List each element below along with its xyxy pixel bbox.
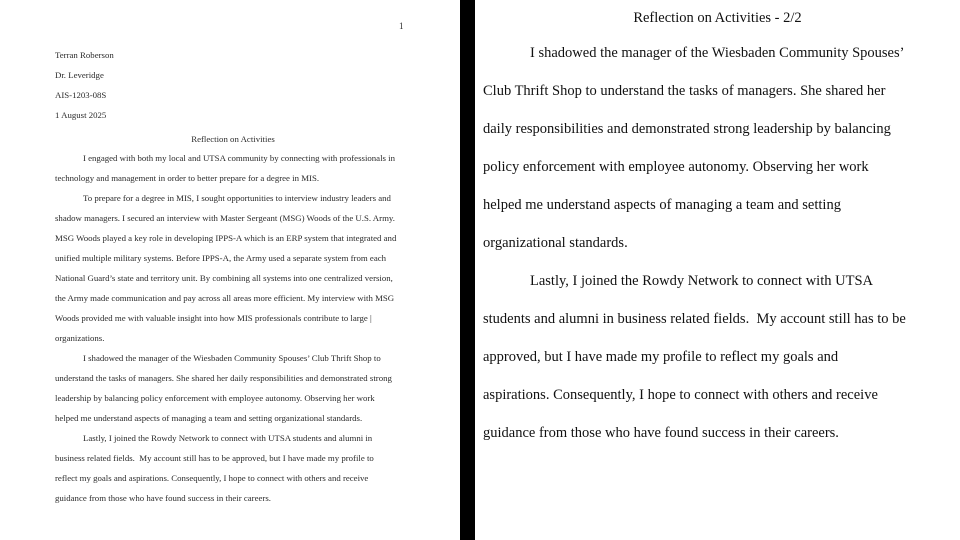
document-line: business related fields. My account still has to be approved, but I have made my profile to	[55, 453, 374, 463]
document-line: I engaged with both my local and UTSA community by connecting with professionals in	[55, 153, 395, 163]
magnified-line: Club Thrift Shop to understand the tasks of managers. She shared her	[483, 83, 886, 99]
heading-line: Terran Roberson	[55, 50, 114, 60]
document-line: the Army made communication and pay across all areas more efficient. My interview with MSG	[55, 293, 395, 303]
magnified-line: approved, but I have made my profile to reflect my goals and	[483, 349, 839, 365]
document-line: reflect my goals and aspirations. Consequently, I hope to connect with others and receive	[55, 473, 369, 483]
magnified-line: I shadowed the manager of the Wiesbaden Community Spouses’	[483, 45, 905, 61]
magnified-pane-title: Reflection on Activities - 2/2	[633, 10, 802, 26]
magnified-line: guidance from those who have found success in their careers.	[483, 425, 839, 441]
document-line: guidance from those who have found success in their careers.	[55, 493, 271, 503]
heading-line: AIS-1203-08S	[55, 90, 107, 100]
document-line: I shadowed the manager of the Wiesbaden Community Spouses’ Club Thrift Shop to	[55, 353, 381, 363]
document-body[interactable]	[55, 148, 411, 508]
heading-line: Dr. Leveridge	[55, 70, 104, 80]
magnified-line: organizational standards.	[483, 235, 628, 251]
magnified-line: policy enforcement with employee autonomy. Observing her work	[483, 159, 869, 175]
document-line: organizations.	[55, 333, 105, 343]
document-page[interactable]	[0, 0, 460, 540]
document-title: Reflection on Activities	[191, 134, 275, 144]
mla-heading-block	[55, 45, 114, 125]
magnified-line: helped me understand aspects of managing a team and setting	[483, 197, 841, 213]
heading-line: 1 August 2025	[55, 110, 107, 120]
magnified-line: Lastly, I joined the Rowdy Network to connect with UTSA	[483, 273, 873, 289]
document-line: helped me understand aspects of managing a team and setting organizational standards.	[55, 413, 363, 423]
document-line: Lastly, I joined the Rowdy Network to connect with UTSA students and alumni in	[55, 433, 373, 443]
document-line: leadership by balancing policy enforcement with employee autonomy. Observing her work	[55, 393, 375, 403]
magnified-line: students and alumni in business related fields. My account still has to be	[483, 311, 906, 327]
document-line: shadow managers. I secured an interview with Master Sergeant (MSG) Woods of the U.S. Army.	[55, 213, 395, 223]
magnified-reading-pane	[475, 0, 960, 540]
document-line: MSG Woods played a key role in developing IPPS-A which is an ERP system that integrated and	[55, 233, 397, 243]
document-line: technology and management in order to better prepare for a degree in MIS.	[55, 173, 320, 183]
magnified-line: daily responsibilities and demonstrated strong leadership by balancing	[483, 121, 891, 137]
document-line: To prepare for a degree in MIS, I sought opportunities to interview industry leaders and	[55, 193, 391, 203]
document-line: National Guard’s state and territory unit. By combining all systems into one centralized version,	[55, 273, 393, 283]
split-divider-bar	[460, 0, 475, 540]
document-line: Woods provided me with valuable insight into how MIS professionals contribute to large |	[55, 313, 372, 323]
magnified-line: aspirations. Consequently, I hope to connect with others and receive	[483, 387, 878, 403]
magnified-pane-body	[483, 34, 955, 452]
document-line: unified multiple military systems. Before IPPS-A, the Army used a separate system from each	[55, 253, 387, 263]
document-line: understand the tasks of managers. She shared her daily responsibilities and demonstrated strong	[55, 373, 392, 383]
page-number: 1	[399, 21, 404, 31]
